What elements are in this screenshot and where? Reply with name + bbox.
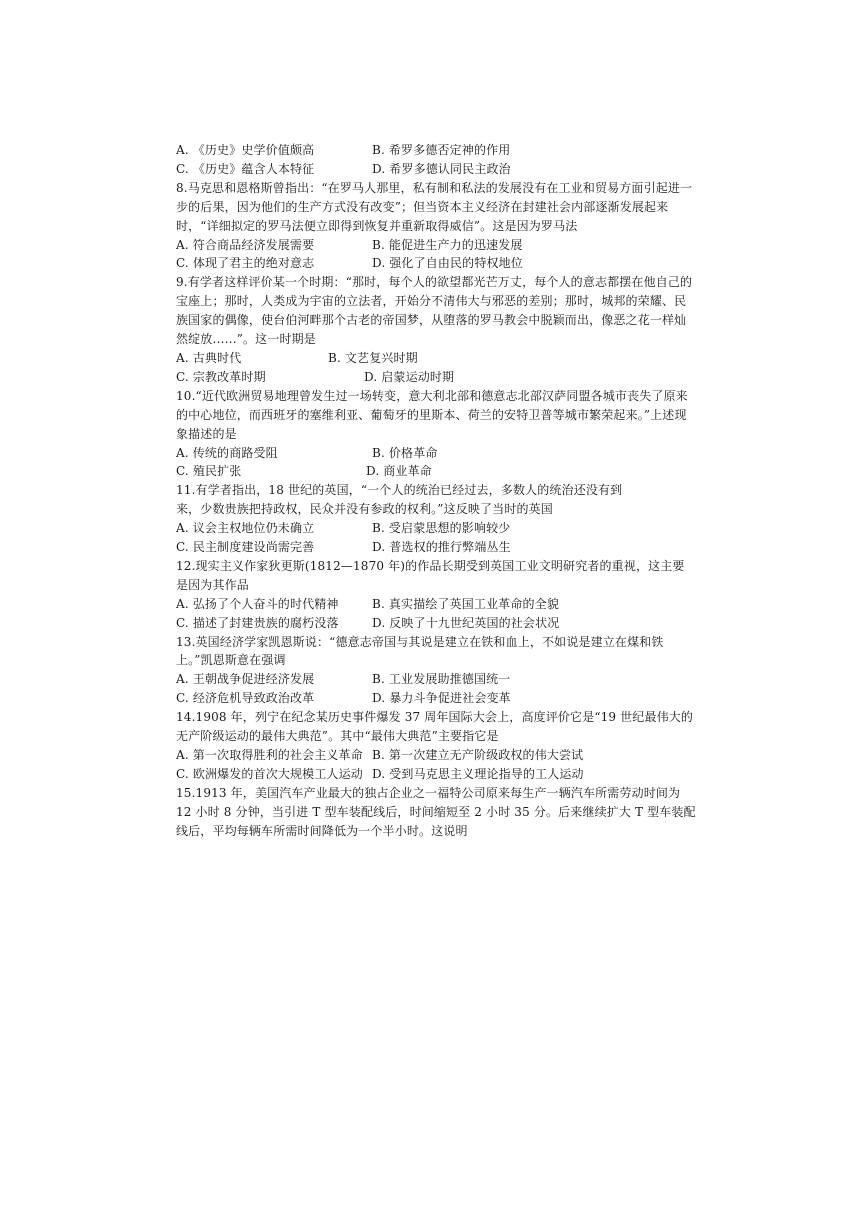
q14-option-b: B. 第一次建立无产阶级政权的伟大尝试 [372, 748, 584, 762]
question-text-block [176, 141, 696, 841]
q9-option-a: A. 古典时代 [176, 350, 242, 365]
q8-option-b: B. 能促进生产力的迅速发展 [372, 237, 523, 252]
q14-option-c: C. 欧洲爆发的首次大规模工人运动 [176, 766, 363, 781]
q13-options-row-1 [176, 670, 696, 689]
q13-option-a: A. 王朝战争促进经济发展 [176, 672, 315, 687]
q9-options-row-1 [176, 349, 696, 368]
q11-option-a: A. 议会主权地位仍未确立 [176, 521, 315, 536]
q14-option-a: A. 第一次取得胜利的社会主义革命 [176, 748, 363, 762]
q8-stem: 8.马克思和恩格斯曾指出：“在罗马人那里，私有制和私法的发展没有在工业和贸易方面引起进一步的后果，因为他们的生产方式没有改变”；但当资本主义经济在封建社会内部逐渐发展起来时，“详细拟定的罗马法便立即得到恢复并重新取得威信”。这是因为罗马法 [176, 180, 693, 233]
q10-options-row-2 [176, 462, 696, 481]
q8-option-d: D. 强化了自由民的特权地位 [372, 256, 523, 271]
q15-stem: 15.1913 年，美国汽车产业最大的独占企业之一福特公司原来每生产一辆汽车所需劳动时间为 12 小时 8 分钟，当引进 T 型车装配线后，时间缩短至 2 小时 35 分。后来继续扩大 T 型车装配线后，平均每辆车所需时间降低为一个半小时。这说明 [176, 785, 696, 838]
q9-stem: 9.有学者这样评价某一个时期：“那时，每个人的欲望都光芒万丈，每个人的意志都摆在他自己的宝座上；那时，人类成为宇宙的立法者，开始分不清伟大与邪恶的差别；那时，城邦的荣耀、民族国家的偶像，使台伯河畔那个古老的帝国梦，从堕落的罗马教会中脱颖而出，像恶之花一样灿然绽放……”。这一时期是 [176, 275, 693, 347]
q7-options-row-2 [176, 160, 696, 179]
q8-option-c: C. 体现了君主的绝对意志 [176, 256, 315, 271]
q12-option-d: D. 反映了十九世纪英国的社会状况 [372, 615, 560, 630]
q11-options-row-2 [176, 538, 696, 557]
q10-option-c: C. 殖民扩张 [176, 464, 242, 479]
q10-option-d: D. 商业革命 [366, 464, 432, 479]
q10-stem: 10.“近代欧洲贸易地理曾发生过一场转变，意大利北部和德意志北部汉萨同盟各城市丧失了原来的中心地位，而西班牙的塞维利亚、葡萄牙的里斯本、荷兰的安特卫普等城市繁荣起来。”上述现象描述的是 [176, 388, 688, 441]
q7-option-d: D. 希罗多德认同民主政治 [372, 161, 511, 176]
q9-option-d: D. 启蒙运动时期 [364, 369, 455, 384]
q12-options-row-2 [176, 614, 696, 633]
q7-option-c: C. 《历史》蕴含人本特征 [176, 161, 315, 176]
q12-options-row-1 [176, 595, 696, 614]
q11-stem-line-1: 11.有学者指出，18 世纪的英国，“一个人的统治已经过去，多数人的统治还没有到 [176, 483, 623, 498]
q11-option-b: B. 受启蒙思想的影响较少 [372, 521, 511, 536]
q12-option-c: C. 描述了封建贵族的腐朽没落 [176, 615, 339, 630]
q13-option-b: B. 工业发展助推德国统一 [372, 672, 511, 687]
q11-option-d: D. 普选权的推行弊端丛生 [372, 540, 511, 555]
q14-options-row-1 [176, 746, 696, 765]
q9-options-row-2 [176, 368, 696, 387]
q8-options-row-1 [176, 236, 696, 255]
q11-option-c: C. 民主制度建设尚需完善 [176, 540, 315, 555]
q8-option-a: A. 符合商品经济发展需要 [176, 237, 315, 252]
q10-option-b: B. 价格革命 [372, 445, 438, 460]
q12-option-a: A. 弘扬了个人奋斗的时代精神 [176, 596, 339, 611]
q13-options-row-2 [176, 689, 696, 708]
q11-options-row-1 [176, 519, 696, 538]
q8-options-row-2 [176, 254, 696, 273]
q7-option-b: B. 希罗多德否定神的作用 [372, 143, 511, 157]
q9-option-b: B. 文艺复兴时期 [328, 350, 418, 365]
q12-option-b: B. 真实描绘了英国工业革命的全貌 [372, 596, 559, 611]
q13-stem: 13.英国经济学家凯恩斯说：“德意志帝国与其说是建立在铁和血上，不如说是建立在煤和铁上。”凯恩斯意在强调 [176, 634, 664, 668]
q9-option-c: C. 宗教改革时期 [176, 369, 266, 384]
q7-options-row-1 [176, 141, 696, 160]
q14-options-row-2 [176, 765, 696, 784]
q12-stem: 12.现实主义作家狄更斯(1812—1870 年)的作品长期受到英国工业文明研究者的重视，这主要是因为其作品 [176, 558, 685, 592]
q14-stem: 14.1908 年，列宁在纪念某历史事件爆发 37 周年国际大会上，高度评价它是“19 世纪最伟大的无产阶级运动的最伟大典范”。其中“最伟大典范”主要指它是 [176, 710, 694, 744]
q14-option-d: D. 受到马克思主义理论指导的工人运动 [372, 766, 584, 781]
q13-option-c: C. 经济危机导致政治改革 [176, 691, 315, 706]
q10-option-a: A. 传统的商路受阻 [176, 445, 278, 460]
q11-stem-line-2: 来，少数贵族把持政权，民众并没有参政的权利。”这反映了当时的英国 [176, 502, 553, 517]
q7-option-a: A. 《历史》史学价值颇高 [176, 143, 315, 157]
q13-option-d: D. 暴力斗争促进社会变革 [372, 691, 511, 706]
q10-options-row-1 [176, 444, 696, 463]
